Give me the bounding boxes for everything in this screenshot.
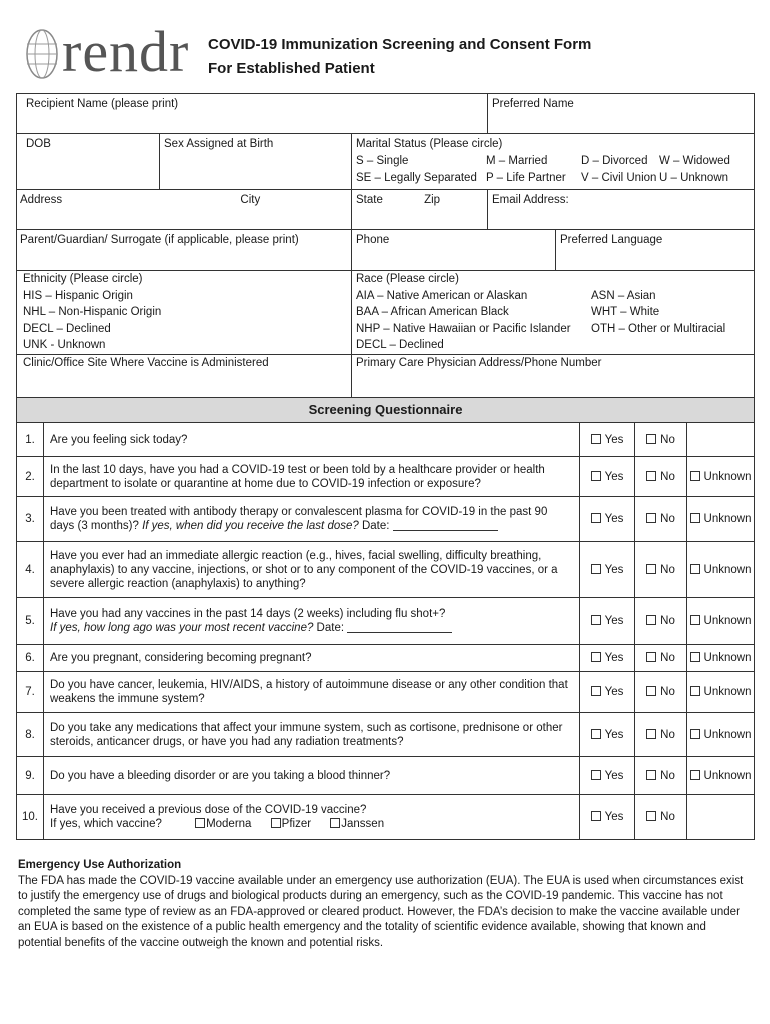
city-label: City <box>240 194 261 206</box>
no-checkbox[interactable] <box>635 423 687 457</box>
question-number: 1. <box>17 423 44 457</box>
logo-text: rendr <box>62 19 190 84</box>
email-field[interactable] <box>488 190 755 230</box>
state-label: State <box>356 194 383 206</box>
question-main: Have you received a previous dose of the COVID-19 vaccine? <box>50 804 367 816</box>
question-text <box>44 598 580 645</box>
checkbox-icon <box>591 811 601 821</box>
eua-heading: Emergency Use Authorization <box>18 859 182 871</box>
checkbox-icon <box>591 652 601 662</box>
yes-checkbox[interactable] <box>580 645 635 672</box>
question-row <box>17 672 755 713</box>
marital-status-field <box>352 134 755 190</box>
checkbox-icon <box>690 729 700 739</box>
checkbox-icon <box>646 513 656 523</box>
race-option[interactable]: DECL – Declined <box>356 339 444 351</box>
unknown-checkbox[interactable] <box>687 645 755 672</box>
question-text <box>44 795 580 840</box>
unknown-label: Unknown <box>703 615 752 627</box>
form-title <box>208 33 591 81</box>
unknown-checkbox[interactable] <box>687 757 755 795</box>
question-main: Have you had any vaccines in the past 14 days (2 weeks) including flu shot+? <box>50 608 446 620</box>
question-text: Do you have a bleeding disorder or are you taking a blood thinner? <box>44 757 580 795</box>
checkbox-icon <box>591 615 601 625</box>
phone-language-field <box>352 230 755 271</box>
question-number: 6. <box>17 645 44 672</box>
checkbox-icon <box>646 770 656 780</box>
question-row <box>17 423 755 457</box>
race-option[interactable]: BAA – African American Black <box>356 306 509 318</box>
clinic-site-label: Clinic/Office Site Where Vaccine is Administered <box>23 357 269 369</box>
unknown-label: Unknown <box>703 513 752 525</box>
question-text: Do you have cancer, leukemia, HIV/AIDS, a history of autoimmune disease or any other condition that weakens the immune system? <box>44 672 580 713</box>
checkbox-icon <box>591 471 601 481</box>
no-checkbox[interactable] <box>635 795 687 840</box>
screening-table <box>16 397 755 840</box>
question-row <box>17 757 755 795</box>
race-option[interactable]: ASN – Asian <box>591 289 656 302</box>
no-checkbox[interactable] <box>635 713 687 757</box>
no-label: No <box>660 615 675 627</box>
question-row <box>17 645 755 672</box>
date-line[interactable] <box>347 622 452 633</box>
question-number: 9. <box>17 757 44 795</box>
ethnicity-field <box>17 271 352 355</box>
yes-checkbox[interactable] <box>580 757 635 795</box>
address-field[interactable] <box>17 190 352 230</box>
no-label: No <box>660 811 675 823</box>
clinic-site-field[interactable] <box>17 355 352 399</box>
yes-label: Yes <box>604 513 624 525</box>
checkbox-icon <box>646 729 656 739</box>
yes-label: Yes <box>604 615 624 627</box>
preferred-name-label: Preferred Name <box>492 98 574 110</box>
no-label: No <box>660 513 675 525</box>
sex-field[interactable] <box>160 134 352 190</box>
empty-cell <box>687 795 755 840</box>
marital-option[interactable]: P – Life Partner <box>486 171 566 184</box>
unknown-label: Unknown <box>703 769 752 782</box>
unknown-checkbox[interactable] <box>687 672 755 713</box>
screening-title: Screening Questionnaire <box>17 398 755 423</box>
janssen-label: Janssen <box>341 818 385 830</box>
email-label: Email Address: <box>492 194 569 206</box>
checkbox-icon <box>591 564 601 574</box>
unknown-checkbox[interactable] <box>687 457 755 497</box>
race-field <box>352 271 755 355</box>
eua-section <box>18 858 748 951</box>
marital-option[interactable]: M – Married <box>486 154 548 167</box>
yes-label: Yes <box>604 686 624 698</box>
checkbox-icon <box>690 686 700 696</box>
checkbox-icon <box>690 652 700 662</box>
state-zip-field[interactable] <box>352 190 488 230</box>
question-number: 10. <box>17 795 44 840</box>
checkbox-icon <box>271 818 281 828</box>
janssen-checkbox[interactable] <box>330 818 384 830</box>
marital-option[interactable]: V – Civil Union <box>581 171 657 184</box>
ethnicity-column <box>23 271 345 354</box>
yes-checkbox[interactable] <box>580 457 635 497</box>
no-label: No <box>660 728 675 741</box>
checkbox-icon <box>646 652 656 662</box>
unknown-checkbox[interactable] <box>687 542 755 598</box>
no-label: No <box>660 686 675 698</box>
no-label: No <box>660 652 675 664</box>
question-row <box>17 457 755 497</box>
yes-label: Yes <box>604 811 624 823</box>
question-number: 5. <box>17 598 44 645</box>
yes-checkbox[interactable] <box>580 598 635 645</box>
recipient-name-label: Recipient Name (please print) <box>26 98 179 110</box>
title-line-2: For Established Patient <box>208 60 375 77</box>
phone-label: Phone <box>356 234 390 246</box>
rendr-logo <box>24 19 199 84</box>
question-text: Are you pregnant, considering becoming pregnant? <box>44 645 580 672</box>
zip-label: Zip <box>424 194 441 206</box>
dob-field[interactable] <box>17 134 160 190</box>
checkbox-icon <box>591 770 601 780</box>
checkbox-icon <box>690 471 700 481</box>
checkbox-icon <box>646 471 656 481</box>
ethnicity-option[interactable]: HIS – Hispanic Origin <box>23 289 133 302</box>
checkbox-icon <box>591 513 601 523</box>
question-row <box>17 542 755 598</box>
checkbox-icon <box>591 434 601 444</box>
question-number: 7. <box>17 672 44 713</box>
question-row <box>17 598 755 645</box>
yes-label: Yes <box>604 728 624 741</box>
question-followup: If yes, which vaccine? <box>50 818 162 830</box>
checkbox-icon <box>591 729 601 739</box>
marital-options <box>356 153 752 187</box>
checkbox-icon <box>646 811 656 821</box>
checkbox-icon <box>330 818 340 828</box>
race-option[interactable]: OTH – Other or Multiracial <box>591 322 726 335</box>
phone-language-split <box>352 230 754 270</box>
race-option[interactable]: AIA – Native American or Alaskan <box>356 289 528 302</box>
yes-label: Yes <box>604 563 624 576</box>
pfizer-label: Pfizer <box>281 818 312 830</box>
yes-checkbox[interactable] <box>580 542 635 598</box>
no-checkbox[interactable] <box>635 672 687 713</box>
ethnicity-block <box>23 271 345 354</box>
date-line[interactable] <box>393 520 498 531</box>
guardian-field[interactable] <box>17 230 352 271</box>
pcp-field[interactable] <box>352 355 755 399</box>
patient-info-table <box>16 93 755 399</box>
marital-option[interactable]: U – Unknown <box>659 171 729 184</box>
guardian-label: Parent/Guardian/ Surrogate (if applicable, please print) <box>20 234 299 246</box>
unknown-checkbox[interactable] <box>687 713 755 757</box>
yes-checkbox[interactable] <box>580 795 635 840</box>
unknown-checkbox[interactable] <box>687 497 755 542</box>
question-number: 3. <box>17 497 44 542</box>
yes-label: Yes <box>604 470 624 483</box>
yes-checkbox[interactable] <box>580 497 635 542</box>
ethnicity-label: Ethnicity (Please circle) <box>23 273 143 285</box>
checkbox-icon <box>646 615 656 625</box>
yes-label: Yes <box>604 652 624 664</box>
pfizer-checkbox[interactable] <box>271 818 311 830</box>
marital-option[interactable]: SE – Legally Separated <box>356 171 477 184</box>
globe-icon <box>24 28 64 80</box>
moderna-label: Moderna <box>206 818 252 830</box>
question-row <box>17 795 755 840</box>
no-checkbox[interactable] <box>635 497 687 542</box>
marital-option[interactable]: W – Widowed <box>659 154 730 167</box>
question-main: Have you been treated with antibody therapy or convalescent plasma for COVID-19 in the past 90 days (3 months)? <box>50 506 548 532</box>
unknown-label: Unknown <box>703 563 752 576</box>
question-text <box>44 497 580 542</box>
race-option[interactable]: NHP – Native Hawaiian or Pacific Islander <box>356 322 571 335</box>
no-checkbox[interactable] <box>635 645 687 672</box>
eua-body: The FDA has made the COVID-19 vaccine available under an emergency use authorization (EUA). The EUA is used when circumstances exist to justify the emergency use of drugs and biological products during an emergency, such as the COVID-19 pandemic. This vaccine has not completed the same type of review as an FDA-approved or cleared product. However, the FDA’s decision to make the vaccine available under an EUA is based on the existence of a public health emergency and the totality of scientific evidence available, showing that known and potential benefits of the vaccine outweigh the known and potential risks. <box>18 874 744 949</box>
question-text: Do you take any medications that affect your immune system, such as cortisone, prednisone or other steroids, anticancer drugs, or have you had any radiation treatments? <box>44 713 580 757</box>
yes-label: Yes <box>604 433 624 446</box>
checkbox-icon <box>690 513 700 523</box>
address-label: Address <box>20 194 63 206</box>
checkbox-icon <box>591 686 601 696</box>
yes-checkbox[interactable] <box>580 423 635 457</box>
unknown-label: Unknown <box>703 686 752 698</box>
preferred-language-field[interactable] <box>556 230 755 270</box>
question-number: 2. <box>17 457 44 497</box>
yes-label: Yes <box>604 769 624 782</box>
phone-field[interactable] <box>352 230 556 270</box>
date-label: Date: <box>358 520 390 532</box>
no-label: No <box>660 769 675 782</box>
yes-checkbox[interactable] <box>580 672 635 713</box>
no-label: No <box>660 433 675 446</box>
question-text: Have you ever had an immediate allergic reaction (e.g., hives, facial swelling, difficulty breathing, anaphylaxis) to any vaccine, injections, or shot or to any component of the COVID-19 vaccines, or a severe allergic reaction (anaphylaxis) to anything? <box>44 542 580 598</box>
unknown-label: Unknown <box>703 728 752 741</box>
checkbox-icon <box>690 615 700 625</box>
question-number: 4. <box>17 542 44 598</box>
marital-option[interactable]: D – Divorced <box>581 154 648 167</box>
question-row <box>17 497 755 542</box>
empty-cell <box>687 423 755 457</box>
checkbox-icon <box>690 564 700 574</box>
question-row <box>17 713 755 757</box>
checkbox-icon <box>195 818 205 828</box>
marital-option[interactable]: S – Single <box>356 154 409 167</box>
checkbox-icon <box>646 434 656 444</box>
ethnicity-option[interactable]: NHL – Non-Hispanic Origin <box>23 306 162 318</box>
marital-status-label: Marital Status (Please circle) <box>356 138 503 150</box>
moderna-checkbox[interactable] <box>195 818 251 830</box>
race-label: Race (Please circle) <box>356 273 459 285</box>
question-text: In the last 10 days, have you had a COVID-19 test or been told by a healthcare provider or health department to isolate or quarantine at home due to COVID-19 infection or exposure? <box>44 457 580 497</box>
preferred-language-label: Preferred Language <box>560 234 663 246</box>
no-label: No <box>660 563 675 576</box>
pcp-label: Primary Care Physician Address/Phone Number <box>356 357 602 369</box>
title-line-1: COVID-19 Immunization Screening and Consent Form <box>208 36 592 53</box>
question-followup: If yes, when did you receive the last dose? <box>142 520 359 532</box>
no-checkbox[interactable] <box>635 757 687 795</box>
race-options <box>356 288 750 354</box>
checkbox-icon <box>646 686 656 696</box>
checkbox-icon <box>690 770 700 780</box>
race-option[interactable]: WHT – White <box>591 306 660 318</box>
no-label: No <box>660 470 675 483</box>
date-label: Date: <box>313 622 345 634</box>
yes-checkbox[interactable] <box>580 713 635 757</box>
checkbox-icon <box>646 564 656 574</box>
ethnicity-option[interactable]: UNK - Unknown <box>23 339 106 351</box>
question-followup: If yes, how long ago was your most recent vaccine? <box>50 622 314 634</box>
ethnicity-option[interactable]: DECL – Declined <box>23 322 111 335</box>
dob-label: DOB <box>26 138 51 150</box>
sex-label: Sex Assigned at Birth <box>164 138 274 150</box>
unknown-label: Unknown <box>703 470 752 483</box>
no-checkbox[interactable] <box>635 542 687 598</box>
no-checkbox[interactable] <box>635 598 687 645</box>
question-number: 8. <box>17 713 44 757</box>
question-text: Are you feeling sick today? <box>44 423 580 457</box>
preferred-name-field[interactable] <box>488 94 755 134</box>
unknown-label: Unknown <box>703 652 752 664</box>
unknown-checkbox[interactable] <box>687 598 755 645</box>
no-checkbox[interactable] <box>635 457 687 497</box>
recipient-name-field[interactable] <box>17 94 488 134</box>
